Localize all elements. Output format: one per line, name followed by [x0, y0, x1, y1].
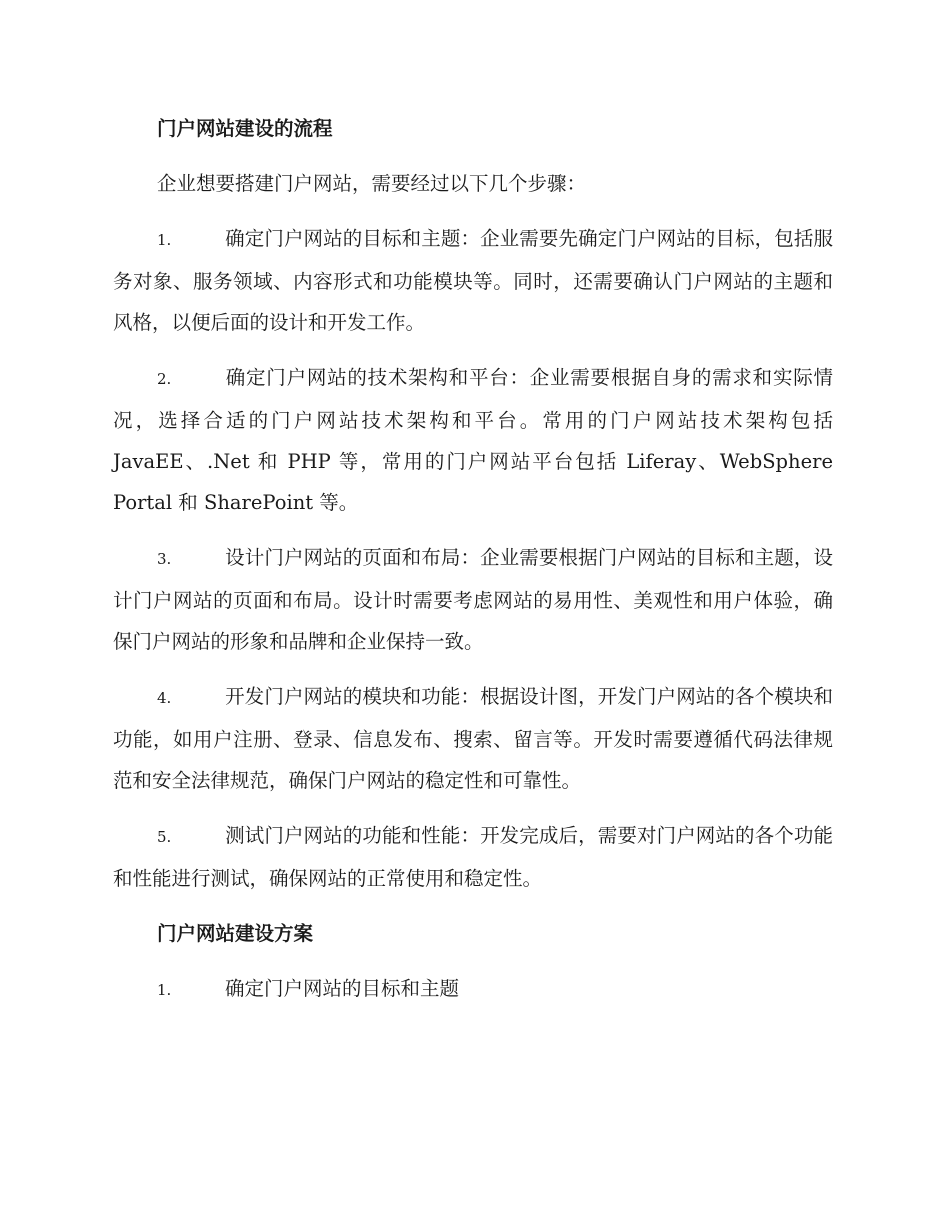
section-heading-process: 门户网站建设的流程 [157, 117, 333, 140]
list-number: 4. [157, 689, 172, 707]
list-number: 5. [157, 828, 172, 846]
list-item-text: 确定门户网站的目标和主题 [225, 977, 460, 1000]
list-number: 3. [157, 550, 172, 568]
list-number: 1. [157, 231, 172, 249]
intro-paragraph: 企业想要搭建门户网站，需要经过以下几个步骤： [157, 172, 587, 195]
list-item [113, 968, 833, 1011]
document-body [113, 108, 833, 1025]
list-item [113, 676, 833, 801]
list-item-text: 开发门户网站的模块和功能：根据设计图，开发门户网站的各个模块和功能，如用户注册、登录、信息发布、搜索、留言等。开发时需要遵循代码法律规范和安全法律规范，确保门户网站的稳定性和可靠性。 [113, 685, 833, 792]
list-item-text: 测试门户网站的功能和性能：开发完成后，需要对门户网站的各个功能和性能进行测试，确保网站的正常使用和稳定性。 [113, 824, 833, 890]
list-item-text: 确定门户网站的技术架构和平台：企业需要根据自身的需求和实际情况，选择合适的门户网站技术架构和平台。常用的门户网站技术架构包括 JavaEE、.Net 和 PHP 等，常用的门户网站平台包括 Liferay、WebSphere Portal 和 SharePoint 等。 [113, 366, 833, 514]
list-item [113, 537, 833, 662]
list-item-text: 设计门户网站的页面和布局：企业需要根据门户网站的目标和主题，设计门户网站的页面和布局。设计时需要考虑网站的易用性、美观性和用户体验，确保门户网站的形象和品牌和企业保持一致。 [113, 546, 833, 653]
list-item [113, 357, 833, 523]
list-item [113, 218, 833, 343]
list-item [113, 815, 833, 899]
list-item-text: 确定门户网站的目标和主题：企业需要先确定门户网站的目标，包括服务对象、服务领域、内容形式和功能模块等。同时，还需要确认门户网站的主题和风格，以便后面的设计和开发工作。 [113, 227, 833, 334]
list-number: 2. [157, 370, 172, 388]
section-heading-plan: 门户网站建设方案 [157, 922, 314, 945]
list-number: 1. [157, 981, 172, 999]
